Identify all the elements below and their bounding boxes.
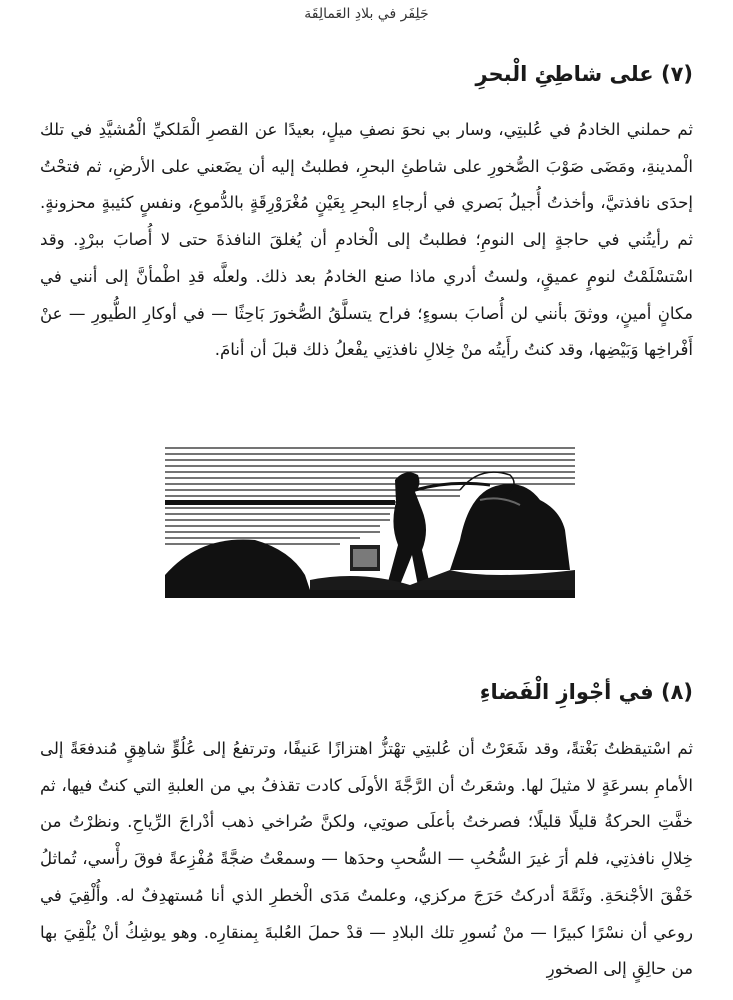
section-7-heading: (٧) على شاطِئِ الْبحرِ xyxy=(475,62,693,86)
running-head: جَلِفَر في بلادِ العَمالِقَة xyxy=(304,6,429,22)
section-7-paragraph: ثم حملني الخادمُ في عُلبتِي، وسار بي نحوَ نصفِ ميلٍ، بعيدًا عن القصرِ الْمَلكيِّ الْمُشيَّدِ في تلك الْمدينةِ، ومَضَى صَوْبَ الصُّخورِ على شاطئِ البحرِ، فطلبتُ إليه أن يضَعني على الأرضِ، ثم فتحْتُ إحدَى نافذتيَّ، وأخذتُ أُجيلُ بَصري في أرجاءِ البحرِ بِعَيْنٍ مُغْرَوْرِقَةٍ بالدُّموعِ، ونفسٍ كئيبةٍ محزونةٍ. ثم رأيتُني في حاجةٍ إلى النومِ؛ فطلبتُ إلى الْخادمِ أن يُغلقَ النافذةَ حتى لا أُصابَ ببرْدٍ. وقد اسْتسْلَمْتُ لنومٍ عميقٍ، ولستُ أدري ماذا صنع الخادمُ بعد ذلك. ولعلَّه قدِ اطْمأنَّ إلى أنني في مكانٍ أمينٍ، ووثقَ بأنني لن أُصابَ بسوءٍ؛ فراح يتسلَّقُ الصُّخورَ بَاحِثًا — في أوكارِ الطُّيورِ — عنْ أَفْراخِها وَبَيْضِها، وقد كنتُ رأَيتُه منْ خِلالِ نافذتِي يفْعلُ ذلك قبلَ أن أنامَ. xyxy=(40,120,693,360)
section-8-heading: (٨) في أجْوازِ الْفَضاءِ xyxy=(479,680,693,704)
section-8-paragraph: ثم اسْتيقظتُ بَغْتةً، وقد شَعَرْتُ أن عُلبتِي تهْتزُّ اهتزازًا عَنيفًا، وترتفعُ إلى عُلُوٍّ شاهِقٍ مُندفعَةً إلى الأمامِ بسرعَةٍ لا مثيلَ لها. وشعَرتُ أن الرَّجَّةَ الأولَى كادت تقذفُ بي من العلبةِ التي كنتُ فيها، ثم خفَّتِ الحركةُ قليلًا قليلًا؛ فصرختُ بأعلَى صوتِي، ولكنَّ صُراخي ذهب أدْراجَ الرِّياحِ. ونظرْتُ من خِلالِ نافذتِي، فلم أرَ غيرَ السُّحُبِ — السُّحبِ وحدَها — وسمعْتُ ضجَّةً مُفْزِعةً فوقَ رأْسي، تُماثلُ خَفْقَ الأجْنحَةِ. وثَمَّةَ أدركتُ حَرَجَ مركزي، وعلمتُ مَدَى الْخطرِ الذي أنا مُستهدِفٌ له. وأُلْقِيَ في روعي أن نسْرًا كبيرًا — منْ نُسورِ تلك البلادِ — قدْ حملَ العُلبةَ بِمنقارِه. وهو يوشِكُ أنْ يُلْقِيَ بها من حالِقٍ إلى الصخورِ xyxy=(40,739,693,979)
shore-illustration xyxy=(160,440,580,600)
